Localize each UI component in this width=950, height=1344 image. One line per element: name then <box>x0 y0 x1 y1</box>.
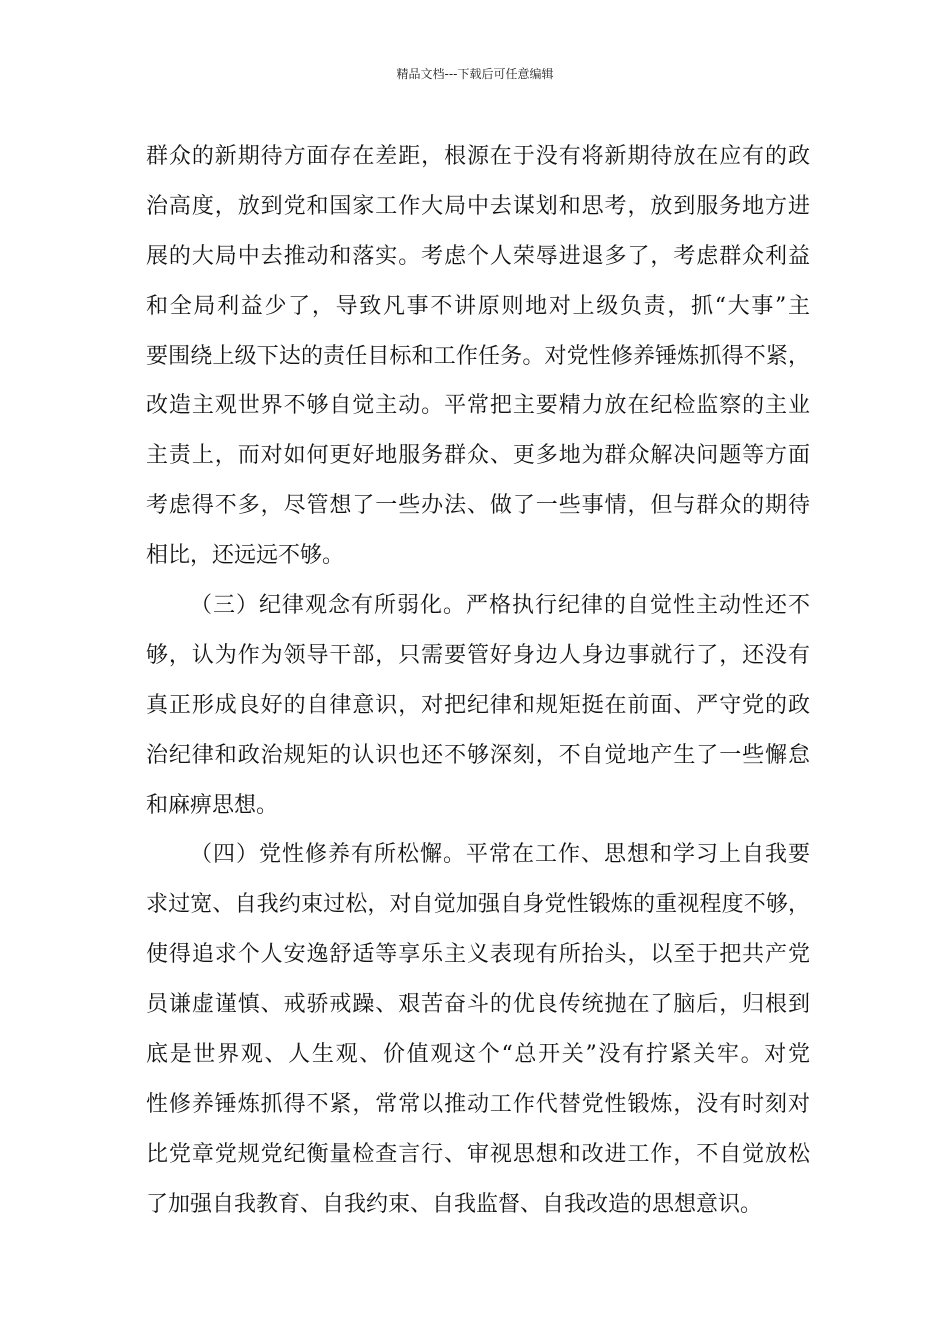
text-line: 考虑得不多，尽管想了一些办法、做了一些事情，但与群众的期待 <box>146 493 810 519</box>
text-line: 要围绕上级下达的责任目标和工作任务。对党性修养锤炼抓得不紧， <box>146 343 810 369</box>
text-line: 比党章党规党纪衡量检查言行、审视思想和改进工作，不自觉放松 <box>146 1141 810 1167</box>
text-line: 治高度，放到党和国家工作大局中去谋划和思考，放到服务地方进 <box>146 193 810 219</box>
text-line: 和麻痹思想。 <box>146 792 279 818</box>
text-line: 相比，还远远不够。 <box>146 543 345 569</box>
document-body <box>146 132 810 1230</box>
text-line: 性修养锤炼抓得不紧，常常以推动工作代替党性锻炼，没有时刻对 <box>146 1091 810 1117</box>
text-line: 员谦虚谨慎、戒骄戒躁、艰苦奋斗的优良传统抛在了脑后，归根到 <box>146 992 810 1018</box>
text-line: 和全局利益少了，导致凡事不讲原则地对上级负责，抓“大事”主 <box>146 293 810 319</box>
page-header: 精品文档---下载后可任意编辑 <box>396 67 554 81</box>
text-line: 群众的新期待方面存在差距，根源在于没有将新期待放在应有的政 <box>146 144 810 169</box>
text-line: 改造主观世界不够自觉主动。平常把主要精力放在纪检监察的主业 <box>146 393 810 419</box>
text-line: 底是世界观、人生观、价值观这个“总开关”没有拧紧关牢。对党 <box>146 1042 810 1068</box>
text-line: 治纪律和政治规矩的认识也还不够深刻，不自觉地产生了一些懈怠 <box>146 742 810 768</box>
text-line: 了加强自我教育、自我约束、自我监督、自我改造的思想意识。 <box>146 1191 763 1217</box>
text-line: （四）党性修养有所松懈。平常在工作、思想和学习上自我要 <box>190 842 810 868</box>
text-line: 使得追求个人安逸舒适等享乐主义表现有所抬头，以至于把共产党 <box>146 942 810 968</box>
text-line: 展的大局中去推动和落实。考虑个人荣辱进退多了，考虑群众利益 <box>146 243 810 269</box>
text-line: 够，认为作为领导干部，只需要管好身边人身边事就行了，还没有 <box>146 642 810 668</box>
text-line: 主责上，而对如何更好地服务群众、更多地为群众解决问题等方面 <box>146 443 810 469</box>
text-line: 求过宽、自我约束过松，对自觉加强自身党性锻炼的重视程度不够， <box>146 892 810 918</box>
text-line: （三）纪律观念有所弱化。严格执行纪律的自觉性主动性还不 <box>190 593 810 619</box>
text-line: 真正形成良好的自律意识，对把纪律和规矩挺在前面、严守党的政 <box>146 692 810 718</box>
